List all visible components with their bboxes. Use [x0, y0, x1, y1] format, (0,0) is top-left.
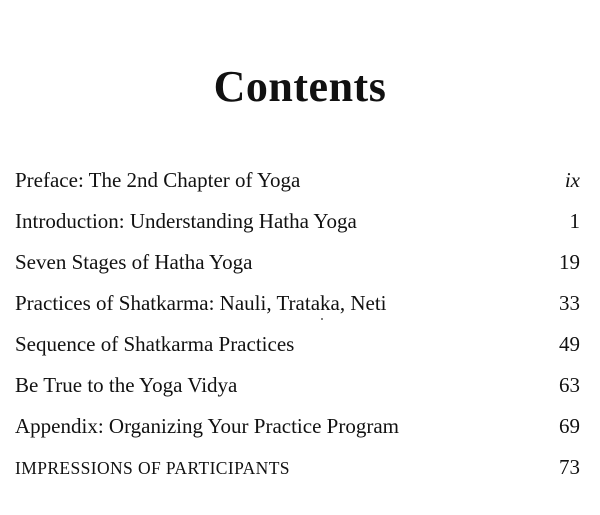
toc-entry: [15, 163, 580, 204]
toc-entry: [15, 245, 580, 286]
toc-entry-title: IMPRESSIONS OF PARTICIPANTS: [15, 458, 290, 478]
print-speck: [321, 318, 323, 320]
toc-entry-title: Practices of Shatkarma: Nauli, Trataka, Neti: [15, 291, 387, 315]
toc-entry-page-number: 1: [569, 209, 580, 233]
toc-entry: [15, 204, 580, 245]
toc-entry-title: Sequence of Shatkarma Practices: [15, 332, 295, 356]
page-title: Contents: [213, 62, 387, 112]
toc-entry: [15, 450, 580, 491]
toc-entry-title: Be True to the Yoga Vidya: [15, 373, 238, 397]
toc-entry: [15, 286, 580, 327]
toc-entry-page-number: 69: [559, 414, 580, 438]
toc-entry-page-number: ix: [564, 168, 580, 192]
toc-entry: [15, 368, 580, 409]
toc-entry-page-number: 33: [559, 291, 580, 315]
toc-entry-title: Introduction: Understanding Hatha Yoga: [15, 209, 357, 233]
toc-entry-page-number: 19: [559, 250, 580, 274]
toc-entry-title: Seven Stages of Hatha Yoga: [15, 250, 253, 274]
toc-entry: [15, 327, 580, 368]
toc-entry-page-number: 73: [559, 455, 580, 479]
table-of-contents: [15, 163, 580, 491]
toc-entry-page-number: 49: [559, 332, 580, 356]
toc-entry: [15, 409, 580, 450]
toc-entry-title: Appendix: Organizing Your Practice Program: [15, 414, 399, 438]
toc-entry-page-number: 63: [559, 373, 580, 397]
toc-entry-title: Preface: The 2nd Chapter of Yoga: [15, 168, 301, 192]
